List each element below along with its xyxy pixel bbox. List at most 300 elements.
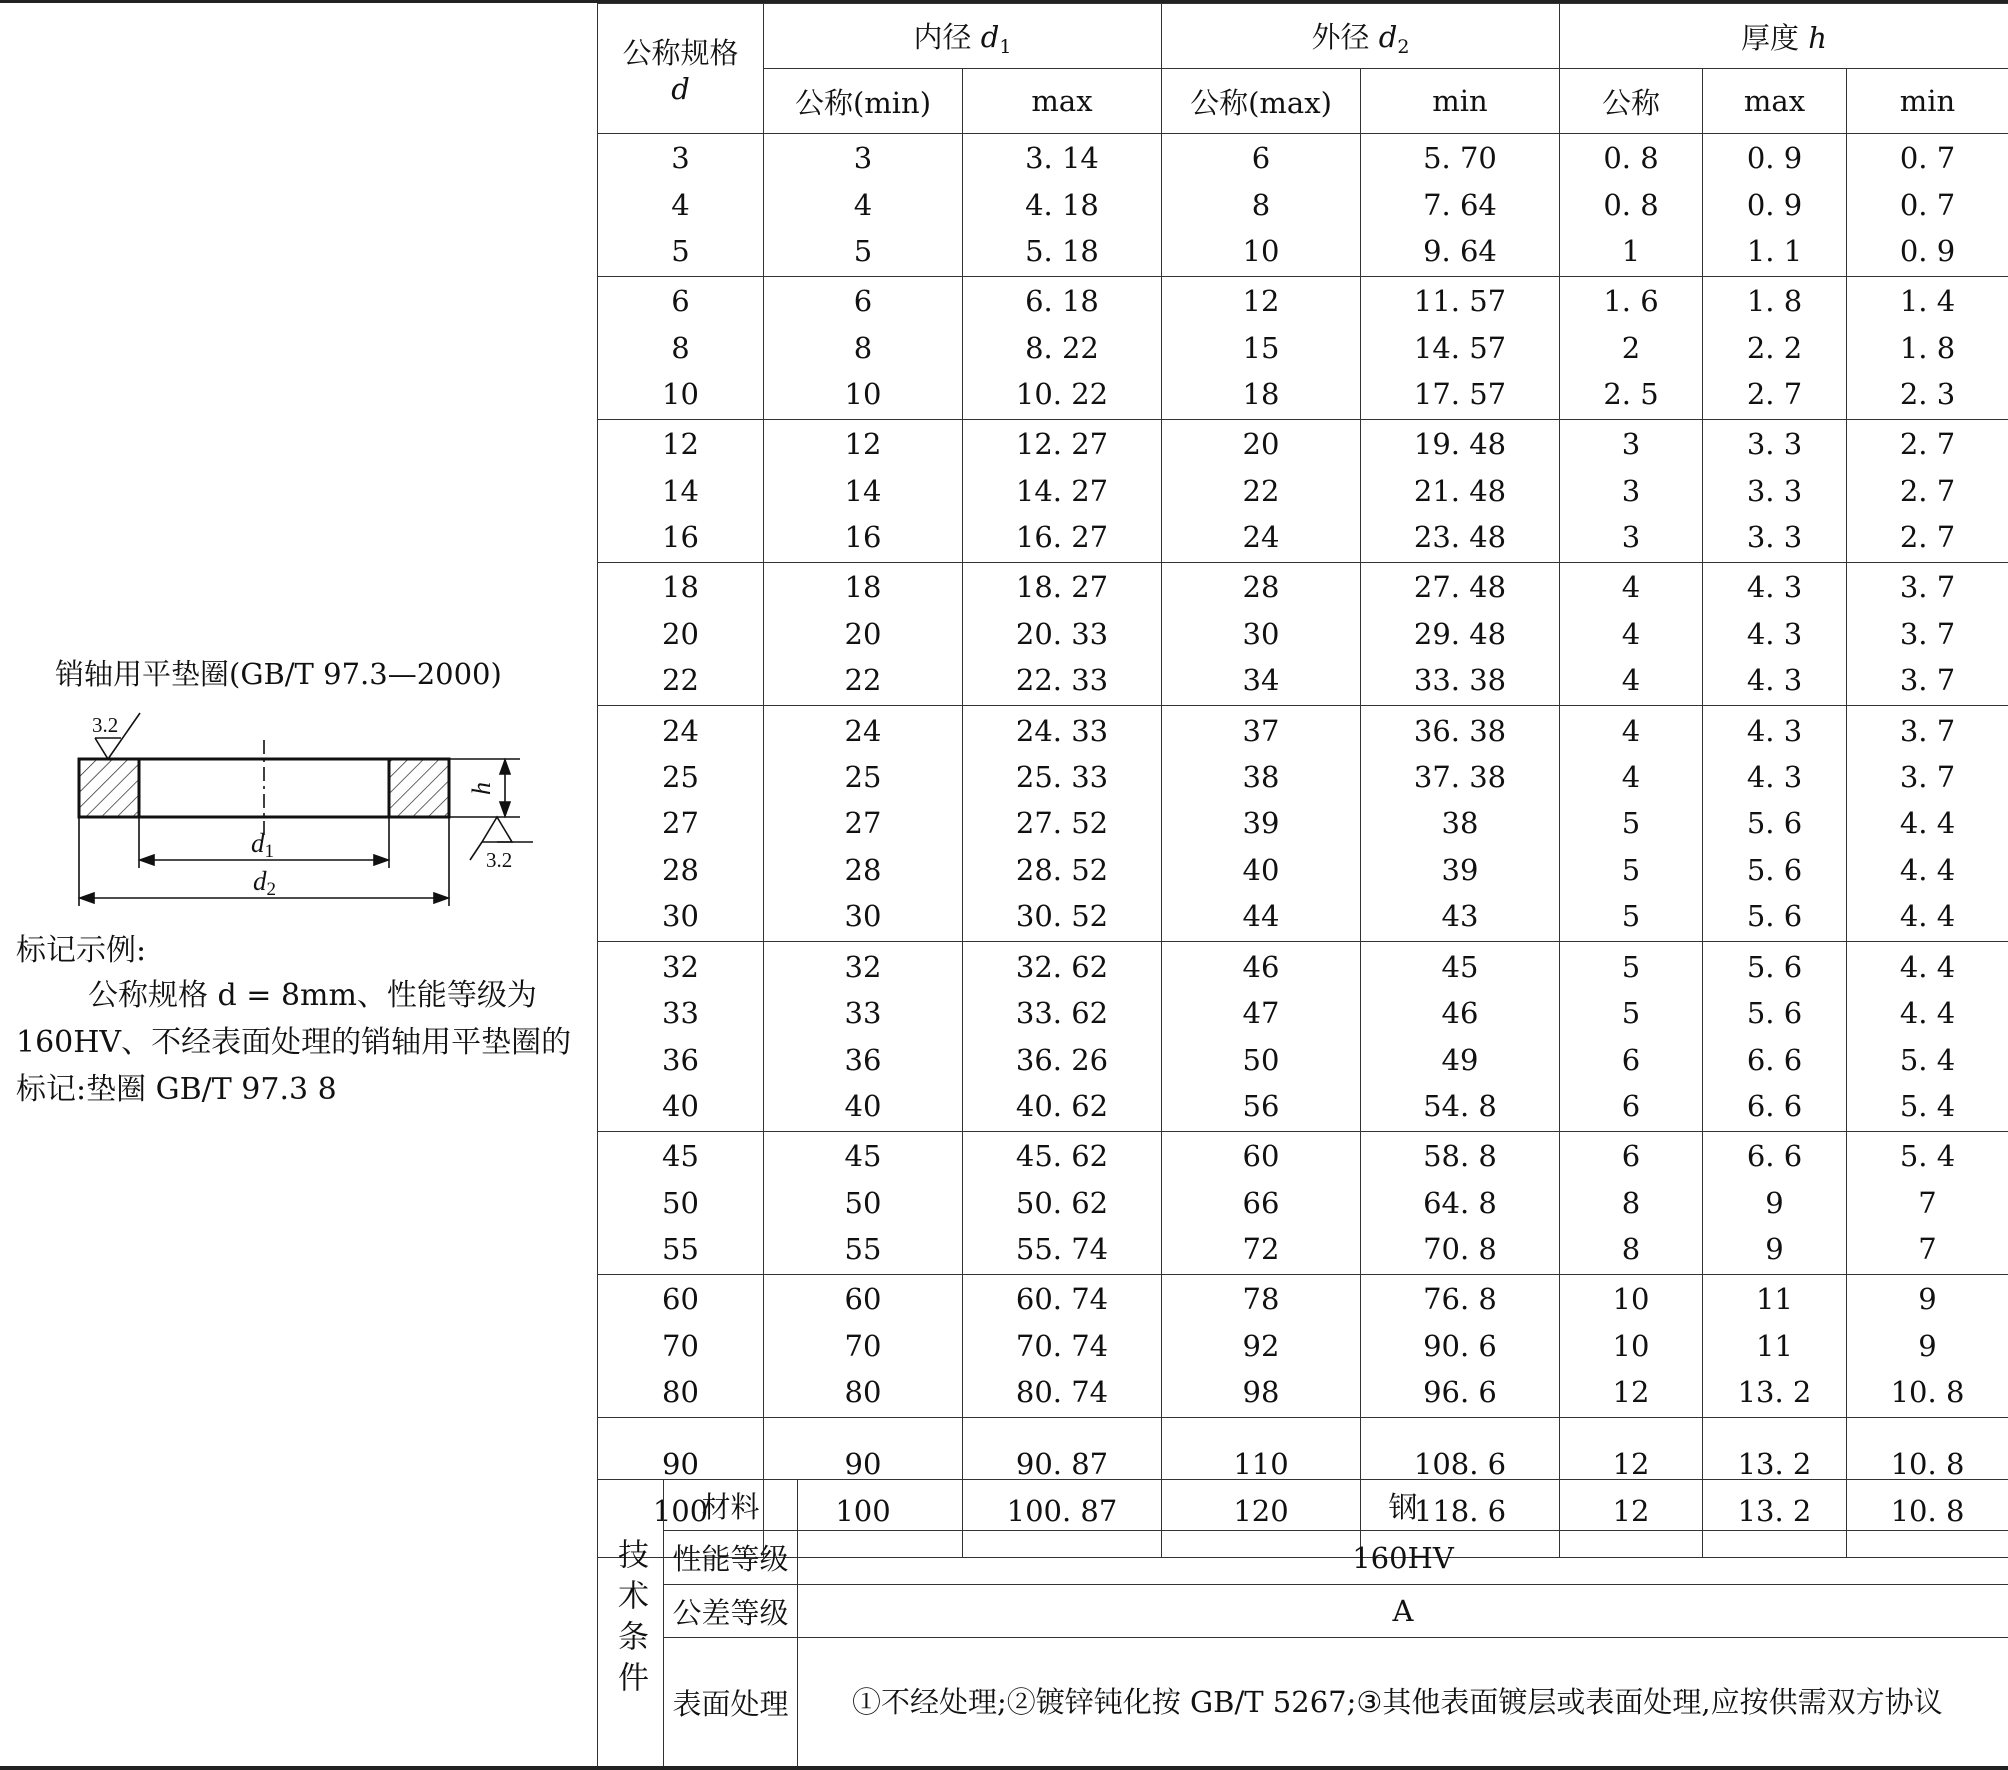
table-row-group [598,420,2008,563]
cell-value: 36 [844,1042,882,1077]
cell-value: 12 [844,427,882,462]
cell-value: 50 [662,1185,699,1220]
cell-value: 9 [1765,1232,1784,1267]
cell-value: 5 [1621,806,1641,841]
cell-value: 5. 6 [1746,949,1803,984]
table-cell [598,706,764,942]
cell-value: 20 [844,616,882,651]
cell-value: 120 [1233,1493,1289,1528]
table-row-group [598,1132,2008,1275]
table-cell [1847,134,2008,277]
cell-value: 54. 8 [1423,1088,1497,1123]
cell-value: 3 [1621,520,1641,555]
cell-value: 11 [1756,1328,1793,1363]
table-cell [1162,1132,1361,1275]
table-cell [1847,942,2008,1132]
table-cell [764,134,963,277]
cell-value: 11 [1756,1282,1793,1317]
cell-value: 80. 74 [1015,1375,1109,1410]
cell-value: 46 [1441,996,1479,1031]
cell-value: 96. 6 [1423,1375,1497,1410]
roughness-label-right: 3.2 [486,848,513,872]
cell-value: 25. 33 [1015,759,1109,794]
cell-value: 43 [1441,899,1479,934]
cell-value: 12 [1242,284,1280,319]
table-cell [764,942,963,1132]
cell-value: 7 [1918,1232,1937,1267]
cell-value: 6. 18 [1025,284,1099,319]
table-cell [1560,277,1703,420]
cell-value: 39 [1242,806,1280,841]
cell-value: 34 [1242,663,1280,698]
table-cell [598,942,764,1132]
cell-value: 10 [662,377,699,412]
cell-value: 64. 8 [1423,1185,1497,1220]
cell-value: 27. 48 [1413,570,1507,605]
table-cell [1703,706,1847,942]
cell-value: 0. 8 [1603,187,1659,222]
tech-row-value: 钢 [798,1480,2008,1531]
cell-value: 39 [1441,852,1479,887]
table-cell [1560,1132,1703,1275]
tech-label: 技术条件 [612,1537,648,1702]
cell-value: 5. 4 [1899,1139,1956,1174]
cell-value: 5. 6 [1746,899,1803,934]
cell-value: 8 [1621,1185,1641,1220]
cell-value: 5. 6 [1746,996,1803,1031]
cell-value: 16. 27 [1015,520,1109,555]
cell-value: 3. 3 [1746,427,1803,462]
cell-value: 70. 74 [1015,1328,1109,1363]
cell-value: 55 [844,1232,882,1267]
cell-value: 4. 3 [1746,570,1803,605]
table-cell [1847,563,2008,706]
table-cell [963,1132,1162,1275]
cell-value: 23. 48 [1413,520,1507,555]
table-cell [1703,134,1847,277]
cell-value: 5 [671,234,690,269]
cell-value: 90 [662,1447,699,1482]
cell-value: 6 [1251,141,1271,176]
cell-value: 14 [662,473,699,508]
table-cell [1162,942,1361,1132]
table-cell [598,1275,764,1418]
table-cell [1361,563,1560,706]
cell-value: 27. 52 [1015,806,1109,841]
cell-value: 72 [1242,1232,1280,1267]
table-cell [1847,706,2008,942]
table-cell [1361,1275,1560,1418]
cell-value: 80 [662,1375,699,1410]
cell-value: 1. 6 [1603,284,1659,319]
cell-value: 76. 8 [1423,1282,1497,1317]
cell-value: 4 [1621,616,1641,651]
cell-value: 36 [662,1042,699,1077]
cell-value: 3 [1621,473,1641,508]
table-cell [1560,420,1703,563]
cell-value: 33. 62 [1015,996,1109,1031]
cell-value: 37 [1242,713,1280,748]
cell-value: 10 [844,377,882,412]
cell-value: 9 [1918,1282,1937,1317]
cell-value: 2. 7 [1899,473,1956,508]
cell-value: 10. 22 [1015,377,1109,412]
cell-value: 6 [1621,1088,1641,1123]
cell-value: 5 [1621,949,1641,984]
cell-value: 2. 2 [1746,330,1803,365]
cell-value: 10 [1612,1328,1650,1363]
cell-value: 98 [1242,1375,1280,1410]
table-cell [1361,706,1560,942]
cell-value: 2. 5 [1603,377,1659,412]
cell-value: 2. 7 [1899,427,1956,462]
table-cell [1361,277,1560,420]
table-cell [1162,1275,1361,1418]
table-cell [1560,134,1703,277]
cell-value: 37. 38 [1413,759,1507,794]
cell-value: 45. 62 [1015,1139,1109,1174]
cell-value: 14. 27 [1015,473,1109,508]
cell-value: 16 [662,520,699,555]
header-h: 厚度 h [1560,4,2008,69]
cell-value: 90 [844,1447,882,1482]
cell-value: 24 [844,713,882,748]
cell-value: 3. 7 [1899,616,1956,651]
cell-value: 47 [1242,996,1280,1031]
subheader-d2-min: min [1361,69,1560,134]
table-cell [963,563,1162,706]
cell-value: 5. 4 [1899,1042,1956,1077]
cell-value: 32 [844,949,882,984]
table-cell [963,134,1162,277]
table-cell [963,942,1162,1132]
tech-row-value: ①不经处理;②镀锌钝化按 GB/T 5267;③其他表面镀层或表面处理,应按供需双方协议 [798,1638,2008,1767]
cell-value: 10. 8 [1890,1493,1965,1528]
cell-value: 17. 57 [1413,377,1507,412]
cell-value: 8 [1251,187,1271,222]
table-row-group [598,134,2008,277]
cell-value: 12 [1612,1375,1650,1410]
table-row-group [598,277,2008,420]
cell-value: 5 [1621,899,1641,934]
cell-value: 0. 9 [1746,187,1803,222]
cell-value: 0. 8 [1603,141,1659,176]
cell-value: 28 [1242,570,1280,605]
tech-row-name: 表面处理 [664,1638,798,1767]
table-row-group [598,1275,2008,1418]
cell-value: 1. 1 [1746,234,1803,269]
marking-body: 公称规格 d = 8mm、性能等级为160HV、不经表面处理的销轴用平垫圈的标记:垫圈 GB/T 97.3 8 [16,978,572,1107]
cell-value: 9 [1918,1328,1937,1363]
cell-value: 4 [671,187,690,222]
cell-value: 70. 8 [1423,1232,1497,1267]
roughness-label-top: 3.2 [92,713,119,737]
cell-value: 60. 74 [1015,1282,1109,1317]
subheader-h-max: max [1703,69,1847,134]
table-cell [1847,1275,2008,1418]
header-d2: 外径 $d_2$ [1162,4,1560,69]
table-cell [764,420,963,563]
tech-row-value: 160HV [798,1531,2008,1585]
cell-value: 22 [844,663,882,698]
cell-value: 28. 52 [1015,852,1109,887]
dimension-table [597,3,2008,1558]
figure-title: 销轴用平垫圈(GB/T 97.3—2000) [55,657,502,691]
cell-value: 6 [671,284,690,319]
table-cell [1361,420,1560,563]
cell-value: 30 [844,899,882,934]
cell-value: 6. 6 [1746,1042,1803,1077]
header-d1: 内径 $d_1$ [764,4,1162,69]
cell-value: 80 [844,1375,882,1410]
cell-value: 4 [1621,713,1641,748]
left-panel [0,0,597,1766]
subheader-h-min: min [1847,69,2008,134]
table-cell [1560,563,1703,706]
cell-value: 4 [1621,570,1641,605]
table-cell [1847,420,2008,563]
table-cell [598,563,764,706]
cell-value: 40 [1242,852,1280,887]
table-cell [764,563,963,706]
cell-value: 50 [1242,1042,1280,1077]
cell-value: 16 [844,520,882,555]
cell-value: 1. 8 [1746,284,1803,319]
table-cell [1162,706,1361,942]
cell-value: 24 [1242,520,1280,555]
cell-value: 22. 33 [1015,663,1109,698]
cell-value: 12 [1612,1447,1650,1482]
table-cell [764,277,963,420]
cell-value: 20 [1242,427,1280,462]
cell-value: 78 [1242,1282,1280,1317]
cell-value: 14 [844,473,882,508]
cell-value: 4. 4 [1899,996,1956,1031]
cell-value: 33 [844,996,882,1031]
cell-value: 18. 27 [1015,570,1109,605]
table-cell [1703,942,1847,1132]
d1-label: d1 [251,828,274,862]
cell-value: 100 [652,1493,709,1528]
cell-value: 0. 7 [1899,141,1956,176]
cell-value: 10. 8 [1890,1375,1965,1410]
cell-value: 40 [662,1088,699,1123]
table-cell [1703,563,1847,706]
cell-value: 5. 18 [1025,234,1099,269]
cell-value: 58. 8 [1423,1139,1497,1174]
cell-value: 2. 7 [1899,520,1956,555]
cell-value: 90. 6 [1423,1328,1497,1363]
cell-value: 0. 9 [1746,141,1803,176]
cell-value: 5. 6 [1746,806,1803,841]
cell-value: 70 [662,1328,699,1363]
cell-value: 55. 74 [1015,1232,1109,1267]
cell-value: 33 [662,996,699,1031]
subheader-d1-max: max [963,69,1162,134]
table-cell [1847,277,2008,420]
cell-value: 2. 3 [1899,377,1956,412]
cell-value: 13. 2 [1737,1447,1812,1482]
cell-value: 7 [1918,1185,1937,1220]
cell-value: 32 [662,949,699,984]
cell-value: 3. 7 [1899,713,1956,748]
cell-value: 4 [853,187,873,222]
cell-value: 3 [1621,427,1641,462]
cell-value: 12 [1612,1493,1650,1528]
h-label: h [467,782,496,795]
cell-value: 8 [853,330,873,365]
cell-value: 44 [1242,899,1280,934]
cell-value: 70 [844,1328,882,1363]
table-cell [1162,277,1361,420]
cell-value: 3. 7 [1899,759,1956,794]
table-cell [764,706,963,942]
marking-heading: 标记示例: [16,933,147,968]
subheader-d2-nominal: 公称(max) [1162,69,1361,134]
cell-value: 30 [662,899,699,934]
cell-value: 8 [1621,1232,1641,1267]
table-cell [1361,942,1560,1132]
cell-value: 12. 27 [1015,427,1109,462]
table-cell [1162,420,1361,563]
cell-value: 8. 22 [1025,330,1099,365]
table-cell [764,1132,963,1275]
cell-value: 46 [1242,949,1280,984]
cell-value: 5 [853,234,873,269]
cell-value: 13. 2 [1737,1493,1812,1528]
cell-value: 100 [835,1493,891,1528]
cell-value: 4. 4 [1899,899,1956,934]
cell-value: 6 [1621,1042,1641,1077]
tech-conditions-table [597,1479,2008,1767]
cell-value: 55 [662,1232,699,1267]
cell-value: 38 [1441,806,1479,841]
cell-value: 6 [1621,1139,1641,1174]
cell-value: 60 [1242,1139,1280,1174]
cell-value: 5. 6 [1746,852,1803,887]
table-cell [1162,134,1361,277]
cell-value: 18 [1242,377,1280,412]
tech-row-value: A [798,1585,2008,1638]
table-cell [1703,1132,1847,1275]
cell-value: 56 [1242,1088,1280,1123]
cell-value: 29. 48 [1413,616,1507,651]
cell-value: 4. 4 [1899,852,1956,887]
cell-value: 13. 2 [1737,1375,1812,1410]
cell-value: 38 [1242,759,1280,794]
cell-value: 36. 38 [1413,713,1507,748]
table-row-group [598,706,2008,942]
cell-value: 90. 87 [1015,1447,1109,1482]
table-row-group [598,942,2008,1132]
table-cell [598,420,764,563]
cell-value: 4 [1621,759,1641,794]
cell-value: 5. 4 [1899,1088,1956,1123]
cell-value: 92 [1242,1328,1280,1363]
table-cell [598,134,764,277]
cell-value: 6. 6 [1746,1139,1803,1174]
cell-value: 0. 7 [1899,187,1956,222]
cell-value: 3. 3 [1746,473,1803,508]
cell-value: 3. 3 [1746,520,1803,555]
cell-value: 20. 33 [1015,616,1109,651]
cell-value: 50 [844,1185,882,1220]
table-cell [1560,942,1703,1132]
cell-value: 4. 18 [1025,187,1099,222]
cell-value: 5 [1621,996,1641,1031]
cell-value: 45 [844,1139,882,1174]
table-cell [598,277,764,420]
cell-value: 5 [1621,852,1641,887]
cell-value: 25 [844,759,882,794]
tech-label-cell [598,1480,664,1767]
cell-value: 21. 48 [1413,473,1507,508]
cell-value: 108. 6 [1413,1447,1507,1482]
cell-value: 24. 33 [1015,713,1109,748]
header-spec: 公称规格 d [598,4,764,134]
cell-value: 20 [662,616,699,651]
cell-value: 14. 57 [1413,330,1507,365]
cell-value: 40 [844,1088,882,1123]
cell-value: 3 [853,141,873,176]
cell-value: 28 [844,852,882,887]
cell-value: 24 [662,713,699,748]
cell-value: 4. 3 [1746,713,1803,748]
table-cell [598,1132,764,1275]
cell-value: 11. 57 [1413,284,1507,319]
table-cell [963,420,1162,563]
cell-value: 6. 6 [1746,1088,1803,1123]
cell-value: 60 [844,1282,882,1317]
table-cell [1560,706,1703,942]
cell-value: 4. 3 [1746,759,1803,794]
tech-row-name: 性能等级 [664,1531,798,1585]
cell-value: 40. 62 [1015,1088,1109,1123]
table-cell [1162,563,1361,706]
washer-drawing [0,0,597,1766]
table-cell [1361,134,1560,277]
table-cell [1847,1132,2008,1275]
table-cell [963,706,1162,942]
cell-value: 50. 62 [1015,1185,1109,1220]
cell-value: 10. 8 [1890,1447,1965,1482]
cell-value: 1. 4 [1899,284,1956,319]
cell-value: 19. 48 [1413,427,1507,462]
cell-value: 110 [1233,1447,1289,1482]
cell-value: 45 [662,1139,699,1174]
cell-value: 4 [1621,663,1641,698]
cell-value: 3 [671,141,690,176]
table-row-group [598,563,2008,706]
cell-value: 27 [662,806,699,841]
table-cell [764,1275,963,1418]
table-cell [963,1275,1162,1418]
cell-value: 60 [662,1282,699,1317]
table-body [598,134,2008,1558]
cell-value: 5. 70 [1423,141,1497,176]
bottom-rule [0,1766,2008,1770]
cell-value: 33. 38 [1413,663,1507,698]
cell-value: 18 [844,570,882,605]
subheader-h-nominal: 公称 [1560,69,1703,134]
cell-value: 4. 3 [1746,663,1803,698]
table-cell [1703,1275,1847,1418]
cell-value: 15 [1242,330,1280,365]
cell-value: 3. 7 [1899,663,1956,698]
cell-value: 4. 4 [1899,806,1956,841]
hatched-section-right [389,759,449,817]
cell-value: 22 [662,663,699,698]
